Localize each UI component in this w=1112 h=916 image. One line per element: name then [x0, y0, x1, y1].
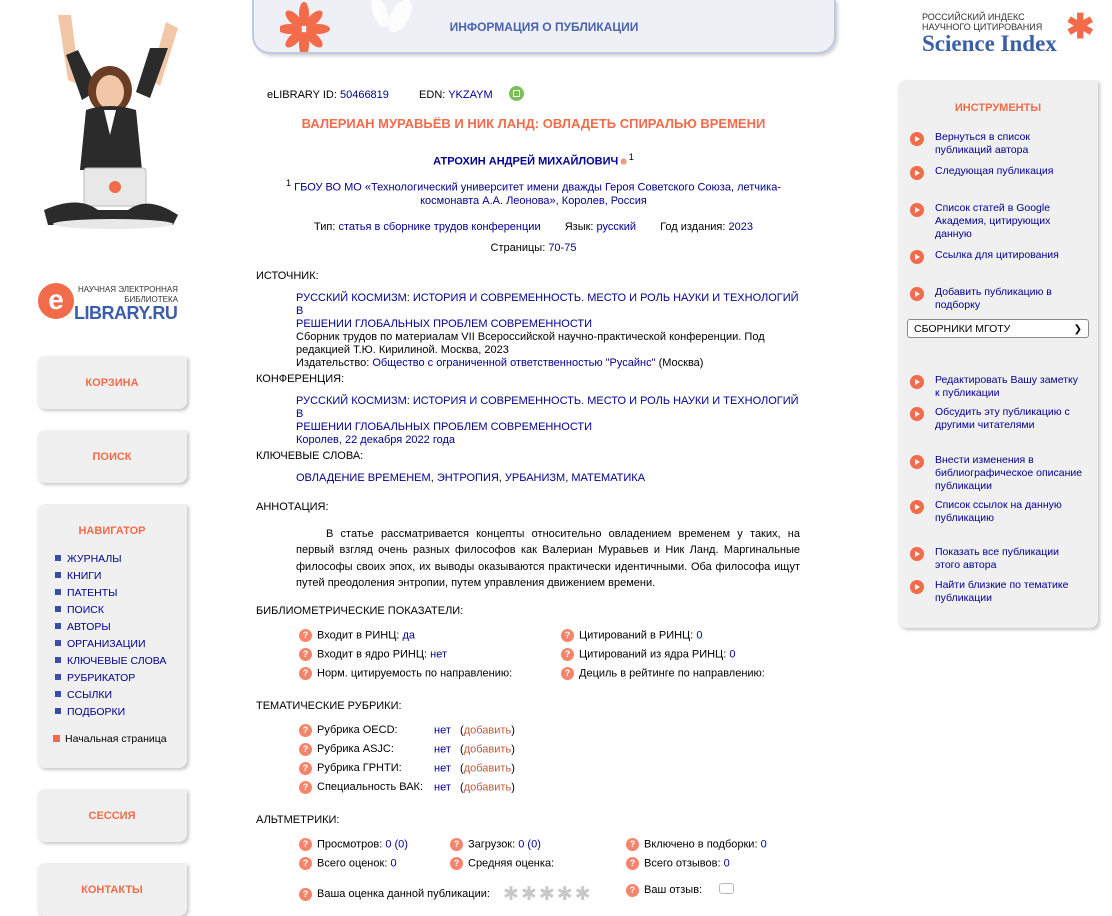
- help-icon[interactable]: ?: [299, 629, 312, 642]
- help-icon[interactable]: ?: [450, 838, 463, 851]
- tool-references-list[interactable]: Список ссылок на данную публикацию: [910, 499, 1085, 525]
- help-icon[interactable]: ?: [561, 667, 574, 680]
- add-rubric-link[interactable]: добавить: [463, 724, 512, 737]
- affiliation: $^1$ ГБОУ ВО МО «Технологический университет имени дважды Героя Советского Союза, летчика- космонавта А.А. Леонова», Королев, Россия: [285, 178, 781, 207]
- tool-similar-publications[interactable]: Найти близкие по тематике публикации: [910, 579, 1085, 605]
- nav-item-organizations[interactable]: ОРГАНИЗАЦИИ: [55, 636, 166, 653]
- keyword-link[interactable]: УРБАНИЗМ: [504, 472, 566, 484]
- alt-average: ? Средняя оценка:: [450, 857, 554, 870]
- tools-panel: [898, 80, 1098, 628]
- publication-title: ВАЛЕРИАН МУРАВЬЁВ И НИК ЛАНД: ОВЛАДЕТЬ СПИРАЛЬЮ ВРЕМЕНИ: [301, 116, 766, 131]
- alt-views: ? Просмотров: 0 (0): [299, 838, 408, 851]
- hero-illustration: [38, 10, 178, 230]
- elibrary-logo[interactable]: [38, 283, 198, 333]
- help-icon[interactable]: ?: [626, 857, 639, 870]
- author-row: АТРОХИН АНДРЕЙ МИХАЙЛОВИЧ☻$^1$: [433, 152, 634, 168]
- collection-select[interactable]: СБОРНИКИ МГОТУ ❯: [907, 319, 1089, 338]
- biblio-label: БИБЛИОМЕТРИЧЕСКИЕ ПОКАЗАТЕЛИ:: [256, 605, 464, 617]
- bullet-icon: [55, 691, 61, 697]
- keyword-link[interactable]: ОВЛАДЕНИЕ ВРЕМЕНЕМ: [296, 472, 431, 484]
- bullet-icon: [55, 555, 61, 561]
- arrow-right-icon: [910, 407, 924, 421]
- abstract-text: В статье рассматривается концепты относительно овладением временем у таких, на первый взгляд очень разных философов как Валериан Муравьев и Ник Ланд. Маргинальные философы своих эпох, их выводы оказываются практически идентичными. Оба философа ищут путей преодоления энтропии, путем управления движением времени.: [296, 528, 800, 589]
- arrow-right-icon: [910, 166, 924, 180]
- nav-item-keywords[interactable]: КЛЮЧЕВЫЕ СЛОВА: [55, 653, 166, 670]
- alt-your-rating: ? Ваша оценка данной публикации: ✱✱✱✱✱: [299, 883, 593, 906]
- science-index-caption: РОССИЙСКИЙ ИНДЕКС НАУЧНОГО ЦИТИРОВАНИЯ: [922, 12, 1043, 32]
- pages-row: Страницы: 70-75: [490, 242, 577, 254]
- tool-next-publication[interactable]: Следующая публикация: [910, 165, 1085, 178]
- cart-link[interactable]: КОРЗИНА: [85, 377, 139, 389]
- biblio-decile: ? Дециль в рейтинге по направлению:: [561, 667, 765, 680]
- arrow-right-icon: [910, 580, 924, 594]
- add-rubric-link[interactable]: добавить: [463, 743, 512, 756]
- help-icon[interactable]: ?: [626, 884, 639, 897]
- author-name[interactable]: АТРОХИН АНДРЕЙ МИХАЙЛОВИЧ: [433, 155, 619, 168]
- arrow-right-icon: [910, 203, 924, 217]
- arrow-right-icon: [910, 287, 924, 301]
- rubric-row: ? Рубрика ГРНТИ: нет (добавить): [299, 762, 515, 775]
- search-link[interactable]: ПОИСК: [92, 451, 132, 463]
- keyword-link[interactable]: ЭНТРОПИЯ: [436, 472, 499, 484]
- nav-item-search[interactable]: ПОИСК: [55, 602, 166, 619]
- rating-stars[interactable]: [503, 884, 593, 905]
- type-value: статья в сборнике трудов конференции: [338, 221, 541, 233]
- keyword-link[interactable]: МАТЕМАТИКА: [571, 472, 646, 484]
- nav-item-rubricator[interactable]: РУБРИКАТОР: [55, 670, 166, 687]
- page-title: ИНФОРМАЦИЯ О ПУБЛИКАЦИИ: [449, 20, 639, 34]
- star-icon[interactable]: ✱: [520, 884, 539, 905]
- qr-code-icon[interactable]: [509, 86, 524, 101]
- biblio-citations: ? Цитирований в РИНЦ: 0: [561, 629, 702, 642]
- abstract-label: АННОТАЦИЯ:: [256, 501, 329, 513]
- nav-item-links[interactable]: ССЫЛКИ: [55, 687, 166, 704]
- biblio-core: ? Входит в ядро РИНЦ: нет: [299, 648, 447, 661]
- science-index-logo[interactable]: [922, 8, 1095, 62]
- contacts-link[interactable]: КОНТАКТЫ: [81, 884, 143, 896]
- biblio-norm: ? Норм. цитируемость по направлению:: [299, 667, 512, 680]
- bullet-icon: [55, 674, 61, 680]
- chevron-down-icon: ❯: [1073, 324, 1082, 335]
- nav-item-patents[interactable]: ПАТЕНТЫ: [55, 585, 166, 602]
- biblio-rinc: ? Входит в РИНЦ: да: [299, 629, 415, 642]
- biblio-core-citations: ? Цитирований из ядра РИНЦ: 0: [561, 648, 735, 661]
- elibrary-logo-name: LIBRARY.RU: [74, 303, 178, 323]
- bullet-icon: [55, 572, 61, 578]
- tool-add-to-collection[interactable]: Добавить публикацию в подборку: [910, 286, 1085, 312]
- add-rubric-link[interactable]: добавить: [463, 781, 512, 794]
- rubrics-label: ТЕМАТИЧЕСКИЕ РУБРИКИ:: [256, 700, 402, 712]
- add-rubric-link[interactable]: добавить: [463, 762, 512, 775]
- elibrary-logo-caption: НАУЧНАЯ ЭЛЕКТРОННАЯ БИБЛИОТЕКА: [78, 285, 178, 304]
- arrow-right-icon: [910, 500, 924, 514]
- help-icon[interactable]: ?: [299, 667, 312, 680]
- home-bullet-icon: [53, 735, 60, 742]
- session-box[interactable]: [37, 789, 187, 842]
- navigator-title: НАВИГАТОР: [78, 525, 146, 537]
- arrow-right-icon: [910, 132, 924, 146]
- science-index-name: Science Index: [922, 31, 1057, 56]
- alt-your-review: ? Ваш отзыв:: [626, 883, 734, 897]
- help-icon[interactable]: ?: [299, 888, 312, 901]
- tool-author-publications[interactable]: Показать все публикации этого автора: [910, 546, 1085, 572]
- elibrary-logo-letter: e: [38, 283, 74, 319]
- nav-item-collections[interactable]: ПОДБОРКИ: [55, 704, 166, 721]
- tool-edit-bibliography[interactable]: Внести изменения в библиографическое описание публикации: [910, 454, 1085, 493]
- keywords-label: КЛЮЧЕВЫЕ СЛОВА:: [256, 450, 364, 462]
- source-block: РУССКИЙ КОСМИЗМ: ИСТОРИЯ И СОВРЕМЕННОСТЬ. МЕСТО И РОЛЬ НАУКИ И ТЕХНОЛОГИЙ В РЕШЕНИИ ГЛОБАЛЬНЫХ ПРОБЛЕМ СОВРЕМЕННОСТИ Сборник трудов по материалам VII Всероссийской научно-практической конференции. Под редакцией Т.Ю. Кирилиной. Москва, 2023 Издательство: Общество с ограниченной ответственностью "Русайнс" (Москва): [296, 292, 799, 369]
- tools-title: ИНСТРУМЕНТЫ: [954, 102, 1042, 114]
- edn-value[interactable]: YKZAYM: [448, 89, 493, 101]
- tool-edit-note[interactable]: Редактировать Вашу заметку к публикации: [910, 374, 1085, 400]
- navigator-box: [37, 504, 187, 768]
- bullet-icon: [55, 708, 61, 714]
- publisher-link[interactable]: Общество с ограниченной ответственностью "Русайнс": [372, 357, 656, 369]
- alt-collections: ? Включено в подборки: 0: [626, 838, 767, 851]
- home-link[interactable]: Начальная страница: [53, 733, 167, 745]
- elibrary-id-value: 50466819: [339, 89, 389, 101]
- star-icon[interactable]: ✱: [556, 884, 575, 905]
- year-value: 2023: [728, 221, 753, 233]
- help-icon[interactable]: ?: [626, 838, 639, 851]
- type-row: Тип: статья в сборнике трудов конференции Язык: русский Год издания: 2023: [313, 221, 753, 233]
- help-icon[interactable]: ?: [561, 648, 574, 661]
- bullet-icon: [55, 623, 61, 629]
- conference-label: КОНФЕРЕНЦИЯ:: [256, 373, 345, 385]
- nav-item-authors[interactable]: АВТОРЫ: [55, 619, 166, 636]
- help-icon[interactable]: ?: [299, 857, 312, 870]
- arrow-right-icon: [910, 455, 924, 469]
- help-icon[interactable]: ?: [299, 838, 312, 851]
- bullet-icon: [55, 640, 61, 646]
- conference-place-date: Королев, 22 декабря 2022 года: [296, 434, 456, 446]
- tool-google-scholar[interactable]: Список статей в Google Академия, цитирующих данную: [910, 202, 1085, 241]
- bullet-icon: [55, 589, 61, 595]
- nav-item-journals[interactable]: ЖУРНАЛЫ: [55, 551, 166, 568]
- search-box[interactable]: [37, 430, 187, 483]
- star-icon[interactable]: ✱: [503, 884, 521, 905]
- comment-icon[interactable]: [719, 883, 734, 894]
- conference-title[interactable]: РУССКИЙ КОСМИЗМ: ИСТОРИЯ И СОВРЕМЕННОСТЬ. МЕСТО И РОЛЬ НАУКИ И ТЕХНОЛОГИЙ В РЕШЕНИИ ГЛОБАЛЬНЫХ ПРОБЛЕМ СОВРЕМЕННОСТИ: [296, 395, 799, 433]
- bullet-icon: [55, 657, 61, 663]
- language-value: русский: [596, 221, 637, 233]
- keywords-list: ОВЛАДЕНИЕ ВРЕМЕНЕМ, ЭНТРОПИЯ, УРБАНИЗМ, МАТЕМАТИКА: [296, 472, 646, 484]
- help-icon[interactable]: ?: [299, 781, 312, 794]
- tool-citation-link[interactable]: Ссылка для цитирования: [910, 249, 1085, 262]
- contacts-box[interactable]: [37, 863, 187, 916]
- navigator-list: [55, 551, 166, 721]
- nav-item-books[interactable]: КНИГИ: [55, 568, 166, 585]
- arrow-right-icon: [910, 547, 924, 561]
- rubric-row: ? Рубрика OECD: нет (добавить): [299, 724, 515, 737]
- star-icon[interactable]: ✱: [574, 884, 593, 905]
- meta-row: eLIBRARY ID: 50466819 EDN: YKZAYM: [267, 86, 524, 101]
- session-link[interactable]: СЕССИЯ: [88, 810, 136, 822]
- source-label: ИСТОЧНИК:: [256, 270, 319, 282]
- help-icon[interactable]: ?: [299, 743, 312, 756]
- pages-value: 70-75: [548, 242, 577, 254]
- arrow-right-icon: [910, 375, 924, 389]
- help-icon[interactable]: ?: [450, 857, 463, 870]
- alt-ratings: ? Всего оценок: 0: [299, 857, 397, 870]
- cart-box[interactable]: [37, 356, 187, 409]
- help-icon[interactable]: ?: [561, 629, 574, 642]
- rubric-row: ? Рубрика ASJC: нет (добавить): [299, 743, 515, 756]
- tool-back-to-author[interactable]: Вернуться в список публикаций автора: [910, 131, 1085, 157]
- source-title[interactable]: РУССКИЙ КОСМИЗМ: ИСТОРИЯ И СОВРЕМЕННОСТЬ. МЕСТО И РОЛЬ НАУКИ И ТЕХНОЛОГИЙ В РЕШЕНИИ ГЛОБАЛЬНЫХ ПРОБЛЕМ СОВРЕМЕННОСТИ: [296, 292, 799, 330]
- rubric-row: ? Специальность ВАК: нет (добавить): [299, 781, 515, 794]
- star-icon[interactable]: ✱: [538, 884, 557, 905]
- person-icon[interactable]: ☻: [618, 156, 629, 168]
- help-icon[interactable]: ?: [299, 762, 312, 775]
- alt-downloads: ? Загрузок: 0 (0): [450, 838, 541, 851]
- help-icon[interactable]: ?: [299, 724, 312, 737]
- alt-reviews: ? Всего отзывов: 0: [626, 857, 730, 870]
- altmetrics-label: АЛЬТМЕТРИКИ:: [256, 814, 340, 826]
- asterisk-icon: ✱: [1066, 8, 1095, 46]
- tool-discuss[interactable]: Обсудить эту публикацию с другими читателями: [910, 406, 1085, 432]
- arrow-right-icon: [910, 250, 924, 264]
- bullet-icon: [55, 606, 61, 612]
- page-header-tab: [252, 0, 836, 54]
- help-icon[interactable]: ?: [299, 648, 312, 661]
- conference-block: [296, 395, 806, 447]
